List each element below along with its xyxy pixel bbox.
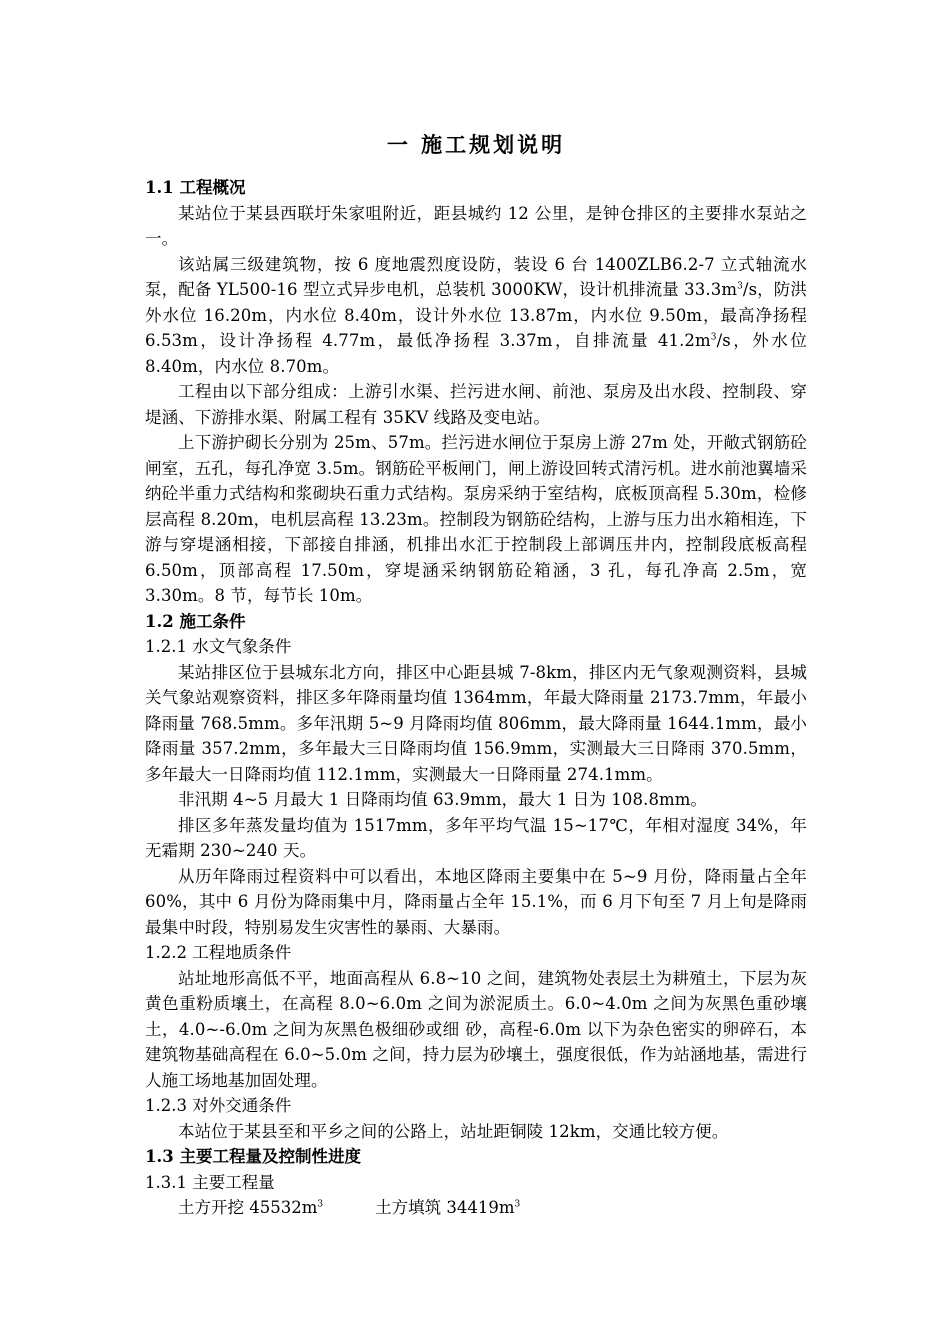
quantity-earth-excavation: 土方开挖 45532m [178, 1198, 318, 1217]
heading-1-2-1: 1.2.1 水文气象条件 [145, 637, 292, 656]
paragraph: 某站排区位于县城东北方向，排区中心距县城 7-8km，排区内无气象观测资料，县城关气象站观察资料，排区多年降雨量均值 1364mm，年最大降雨量 2173.7mm，年最小降雨量 768.5mm。多年汛期 5~9 月降雨均值 806mm，最大降雨量 1644.1mm，最小降雨量 357.2mm，多年最大三日降雨均值 156.9mm，实测最大三日降雨 370.5mm，多年最大一日降雨均值 112.1mm，实测最大一日降雨量 274.1mm。 [145, 662, 807, 784]
document-title: 一 施工规划说明 [386, 132, 566, 157]
paragraph: 排区多年蒸发量均值为 1517mm，多年平均气温 15~17℃，年相对湿度 34%，年无霜期 230~240 天。 [145, 815, 807, 860]
heading-1-2-3: 1.2.3 对外交通条件 [145, 1096, 292, 1115]
superscript: 3 [514, 1199, 521, 1210]
paragraph-specs [145, 252, 807, 380]
heading-1-3: 1.3 主要工程量及控制性进度 [145, 1147, 361, 1166]
text-run: /s，外水位 8.40m，内水位 8.70m。 [145, 331, 807, 376]
text-run: 该站属三级建筑物，按 6 度地震烈度设防，装设 6 台 1400ZLB6.2-7 立式轴流水泵，配备 YL500-16 型立式异步电机，总装机 3000KW，设计机排流量 33.3m [145, 254, 807, 299]
heading-1-3-1: 1.3.1 主要工程量 [145, 1172, 275, 1192]
text-run: /s，防洪外水位 16.20m，内水位 8.40m，设计外水位 13.87m，内水位 9.50m，最高净扬程 6.53m，设计净扬程 4.77m，最低净扬程 3.37m，自排流量 41.2m [145, 280, 808, 350]
paragraph: 上下游护砌长分别为 25m、57m。拦污进水闸位于泵房上游 27m 处，开敞式钢筋砼闸室，五孔，每孔净宽 3.5m。钢筋砼平板闸门，闸上游设回转式清污机。进水前池翼墙采纳砼半重力式结构和浆砌块石重力式结构。泵房采纳于室结构，底板顶高程 5.30m，检修层高程 8.20m，电机层高程 13.23m。控制段为钢筋砼结构，上游与压力出水箱相连，下游与穿堤涵相接，下部接自排涵，机排出水汇于控制段上部调压井内，控制段底板高程 6.50m，顶部高程 17.50m，穿堤涵采纳钢筋砼箱涵，3 孔，每孔净高 2.5m，宽 3.30m。8 节，每节长 10m。 [145, 433, 807, 605]
superscript: 3 [737, 281, 743, 292]
paragraph: 从历年降雨过程资料中可以看出，本地区降雨主要集中在 5~9 月份，降雨量占全年 60%，其中 6 月份为降雨集中月，降雨量占全年 15.1%，而 6 月下旬至 7 月上旬是降雨最集中时段，特别易发生灾害性的暴雨、大暴雨。 [145, 866, 807, 937]
paragraph: 工程由以下部分组成：上游引水渠、拦污进水闸、前池、泵房及出水段、控制段、穿堤涵、下游排水渠、附属工程有 35KV 线路及变电站。 [145, 382, 807, 427]
quantity-line [145, 1195, 807, 1221]
document-page [145, 130, 807, 1221]
superscript: 3 [710, 332, 717, 343]
superscript: 3 [317, 1199, 324, 1210]
paragraph: 本站位于某县至和平乡之间的公路上，站址距铜陵 12km，交通比较方便。 [178, 1121, 729, 1141]
paragraph: 站址地形高低不平，地面高程从 6.8~10 之间，建筑物处表层土为耕殖土，下层为灰黄色重粉质壤土，在高程 8.0~6.0m 之间为淤泥质土。6.0~4.0m 之间为灰黑色重砂壤土，4.0~-6.0m 之间为灰黑色极细砂或细 砂，高程-6.0m 以下为杂色密实的卵碎石，本建筑物基础高程在 6.0~5.0m 之间，持力层为砂壤土，强度很低，作为站涵地基，需进行人施工场地基加固处理。 [145, 968, 807, 1090]
heading-1-1: 1.1 工程概况 [145, 178, 246, 197]
quantity-earth-fill: 土方填筑 34419m [375, 1198, 515, 1217]
heading-1-2: 1.2 施工条件 [145, 611, 246, 631]
paragraph: 非汛期 4~5 月最大 1 日降雨均值 63.9mm，最大 1 日为 108.8mm。 [178, 790, 708, 809]
heading-1-2-2: 1.2.2 工程地质条件 [145, 943, 292, 962]
paragraph: 某站位于某县西联圩朱家咀附近，距县城约 12 公里，是钟仓排区的主要排水泵站之一。 [145, 203, 807, 248]
